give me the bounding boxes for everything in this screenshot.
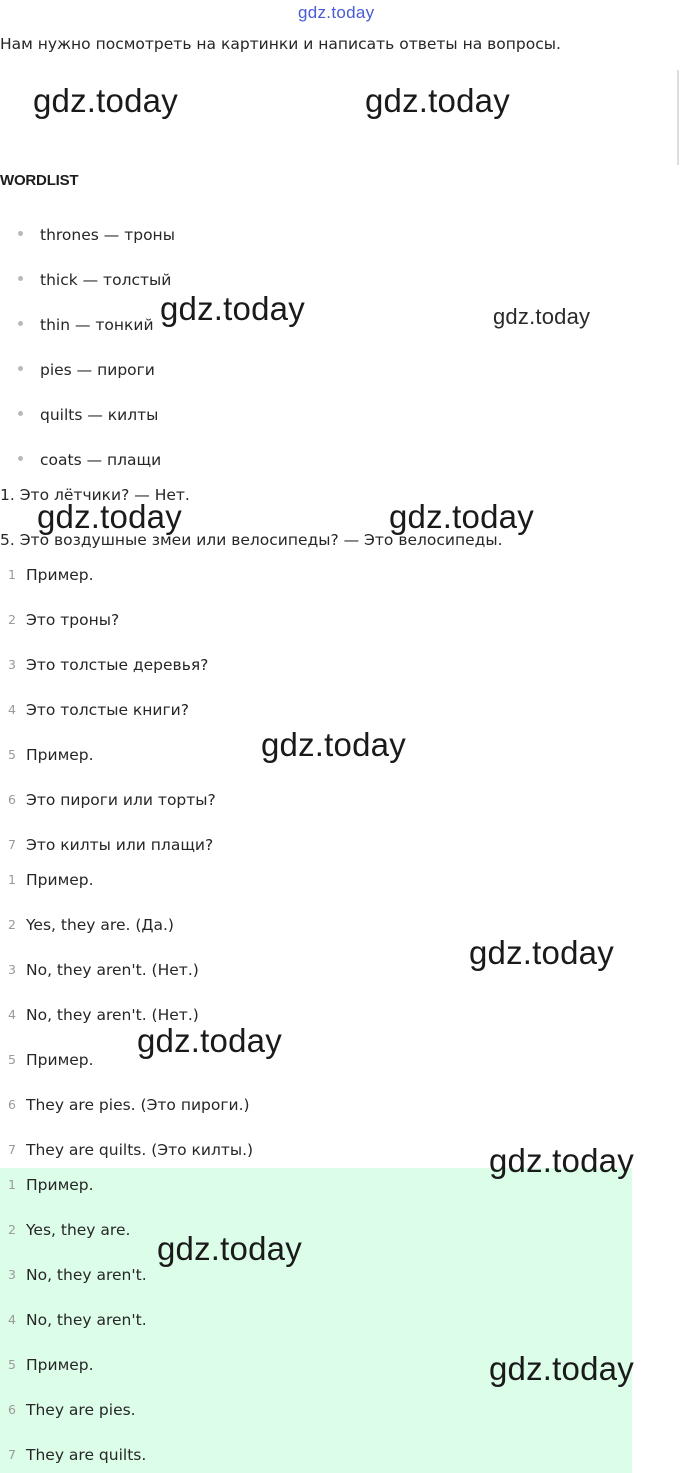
bullet-icon [18,411,23,416]
top-watermark[interactable]: gdz.today [298,3,375,22]
bullet-icon [18,276,23,281]
watermark: gdz.today [157,1230,302,1267]
watermark: gdz.today [261,726,406,763]
bullet-icon [18,231,23,236]
list-item: 2 Это троны? [8,611,120,629]
list-item: 1 Пример. [8,871,94,889]
list-item: 5 Пример. [8,746,94,764]
list-item: 3 No, they aren't. (Нет.) [8,961,199,979]
list-item: 7 They are quilts. (Это килты.) [8,1141,254,1159]
scrollbar[interactable] [674,0,680,1473]
example-line: 1. Это лётчики? — Нет. [0,486,190,504]
watermark: gdz.today [37,498,182,535]
list-item: 6 They are pies. [8,1401,136,1419]
wordlist-item: thick — толстый [18,271,171,289]
list-item: 5 Пример. [8,1356,94,1374]
list-item: 6 They are pies. (Это пироги.) [8,1096,250,1114]
watermark: gdz.today [389,498,534,535]
list-item: 4 No, they aren't. [8,1311,147,1329]
wordlist-item: pies — пироги [18,361,155,379]
wordlist-item: thrones — троны [18,226,175,244]
bullet-icon [18,321,23,326]
watermark: gdz.today [33,82,178,119]
watermark: gdz.today [137,1022,282,1059]
list-item: 7 Это килты или плащи? [8,836,214,854]
wordlist-item: quilts — килты [18,406,158,424]
list-item: 1 Пример. [8,566,94,584]
list-item: 7 They are quilts. [8,1446,147,1464]
list-item: 2 Yes, they are. (Да.) [8,916,174,934]
wordlist-heading: WORDLIST [0,172,79,189]
list-item: 3 No, they aren't. [8,1266,147,1284]
bullet-icon [18,366,23,371]
intro-text: Нам нужно посмотреть на картинки и написать ответы на вопросы. [0,35,561,53]
watermark: gdz.today [469,934,614,971]
list-item: 6 Это пироги или торты? [8,791,216,809]
wordlist-item: thin — тонкий [18,316,154,334]
watermark: gdz.today [493,304,591,329]
list-item: 2 Yes, they are. [8,1221,131,1239]
list-item: 1 Пример. [8,1176,94,1194]
scrollbar-thumb[interactable] [677,70,679,165]
watermark: gdz.today [489,1350,634,1387]
list-item: 3 Это толстые деревья? [8,656,209,674]
watermark: gdz.today [489,1142,634,1179]
list-item: 4 Это толстые книги? [8,701,189,719]
watermark: gdz.today [160,290,305,327]
wordlist-item: coats — плащи [18,451,161,469]
watermark: gdz.today [365,82,510,119]
bullet-icon [18,456,23,461]
example-line: 5. Это воздушные змеи или велосипеды? — Это велосипеды. [0,531,503,549]
list-item: 4 No, they aren't. (Нет.) [8,1006,199,1024]
list-item: 5 Пример. [8,1051,94,1069]
